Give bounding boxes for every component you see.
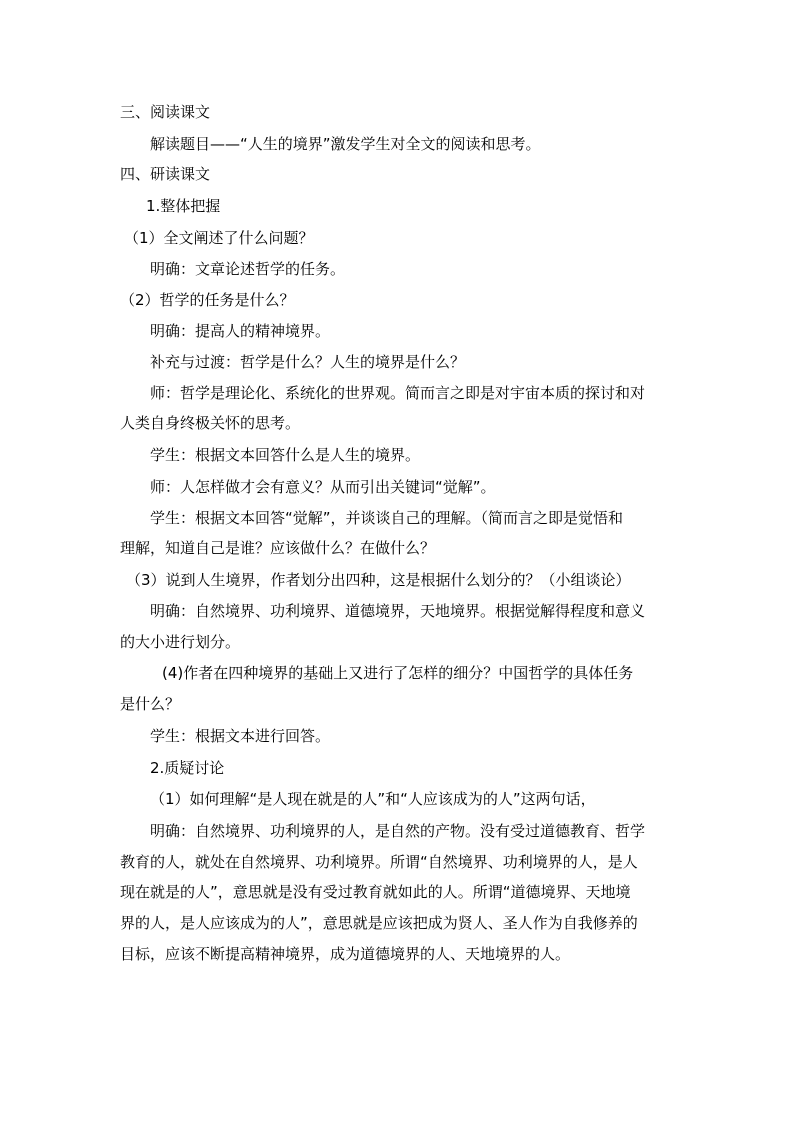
subheading-discussion: 2.质疑讨论: [150, 759, 225, 777]
question-1: （1）全文阐述了什么问题？: [124, 229, 314, 247]
paragraph-line: 现在就是的人”，意思就是没有受过教育就如此的人。所谓“道德境界、天地境: [120, 883, 631, 901]
answer-line: 明确：文章论述哲学的任务。: [150, 260, 346, 278]
paragraph-line: 学生：根据文本回答“觉解”，并谈谈自己的理解。（简而言之即是觉悟和: [150, 509, 624, 527]
heading-read-text: 三、阅读课文: [120, 103, 211, 121]
paragraph-line: 学生：根据文本进行回答。: [150, 727, 331, 745]
paragraph-line: 是什么？: [120, 695, 181, 713]
question-4: (4)作者在四种境界的基础上又进行了怎样的细分？中国哲学的具体任务: [162, 664, 634, 682]
paragraph-line: 师：人怎样做才会有意义？从而引出关键词“觉解”。: [150, 478, 496, 496]
paragraph-line: 的大小进行划分。: [120, 633, 241, 651]
paragraph-line: 学生：根据文本回答什么是人生的境界。: [150, 446, 421, 464]
paragraph-line: 解读题目——“人生的境界”激发学生对全文的阅读和思考。: [150, 135, 541, 153]
paragraph-line: 人类自身终极关怀的思考。: [120, 414, 301, 432]
heading-study-text: 四、研读课文: [120, 165, 211, 183]
question-2: （2）哲学的任务是什么？: [120, 291, 295, 309]
subheading-overall: 1.整体把握: [146, 197, 221, 215]
answer-line: 明确：提高人的精神境界。: [150, 322, 331, 340]
paragraph-line: 理解，知道自己是谁？应该做什么？在做什么？: [120, 539, 436, 557]
answer-line: 明确：自然境界、功利境界、道德境界，天地境界。根据觉解得程度和意义: [150, 602, 646, 620]
paragraph-line: 目标，应该不断提高精神境界，成为道德境界的人、天地境界的人。: [120, 945, 571, 963]
paragraph-line: 教育的人，就处在自然境界、功利境界。所谓“自然境界、功利境界的人，是人: [120, 853, 638, 871]
paragraph-line: 补充与过渡：哲学是什么？人生的境界是什么？: [150, 353, 466, 371]
paragraph-line: 师：哲学是理论化、系统化的世界观。简而言之即是对宇宙本质的探讨和对: [150, 384, 646, 402]
discussion-question-1: （1）如何理解“是人现在就是的人”和“人应该成为的人”这两句话，: [150, 790, 596, 808]
paragraph-line: 界的人，是人应该成为的人”，意思就是应该把成为贤人、圣人作为自我修养的: [120, 914, 638, 932]
question-3: （3）说到人生境界，作者划分出四种，这是根据什么划分的？（小组谈论）: [126, 571, 631, 589]
answer-line: 明确：自然境界、功利境界的人，是自然的产物。没有受过道德教育、哲学: [150, 822, 646, 840]
